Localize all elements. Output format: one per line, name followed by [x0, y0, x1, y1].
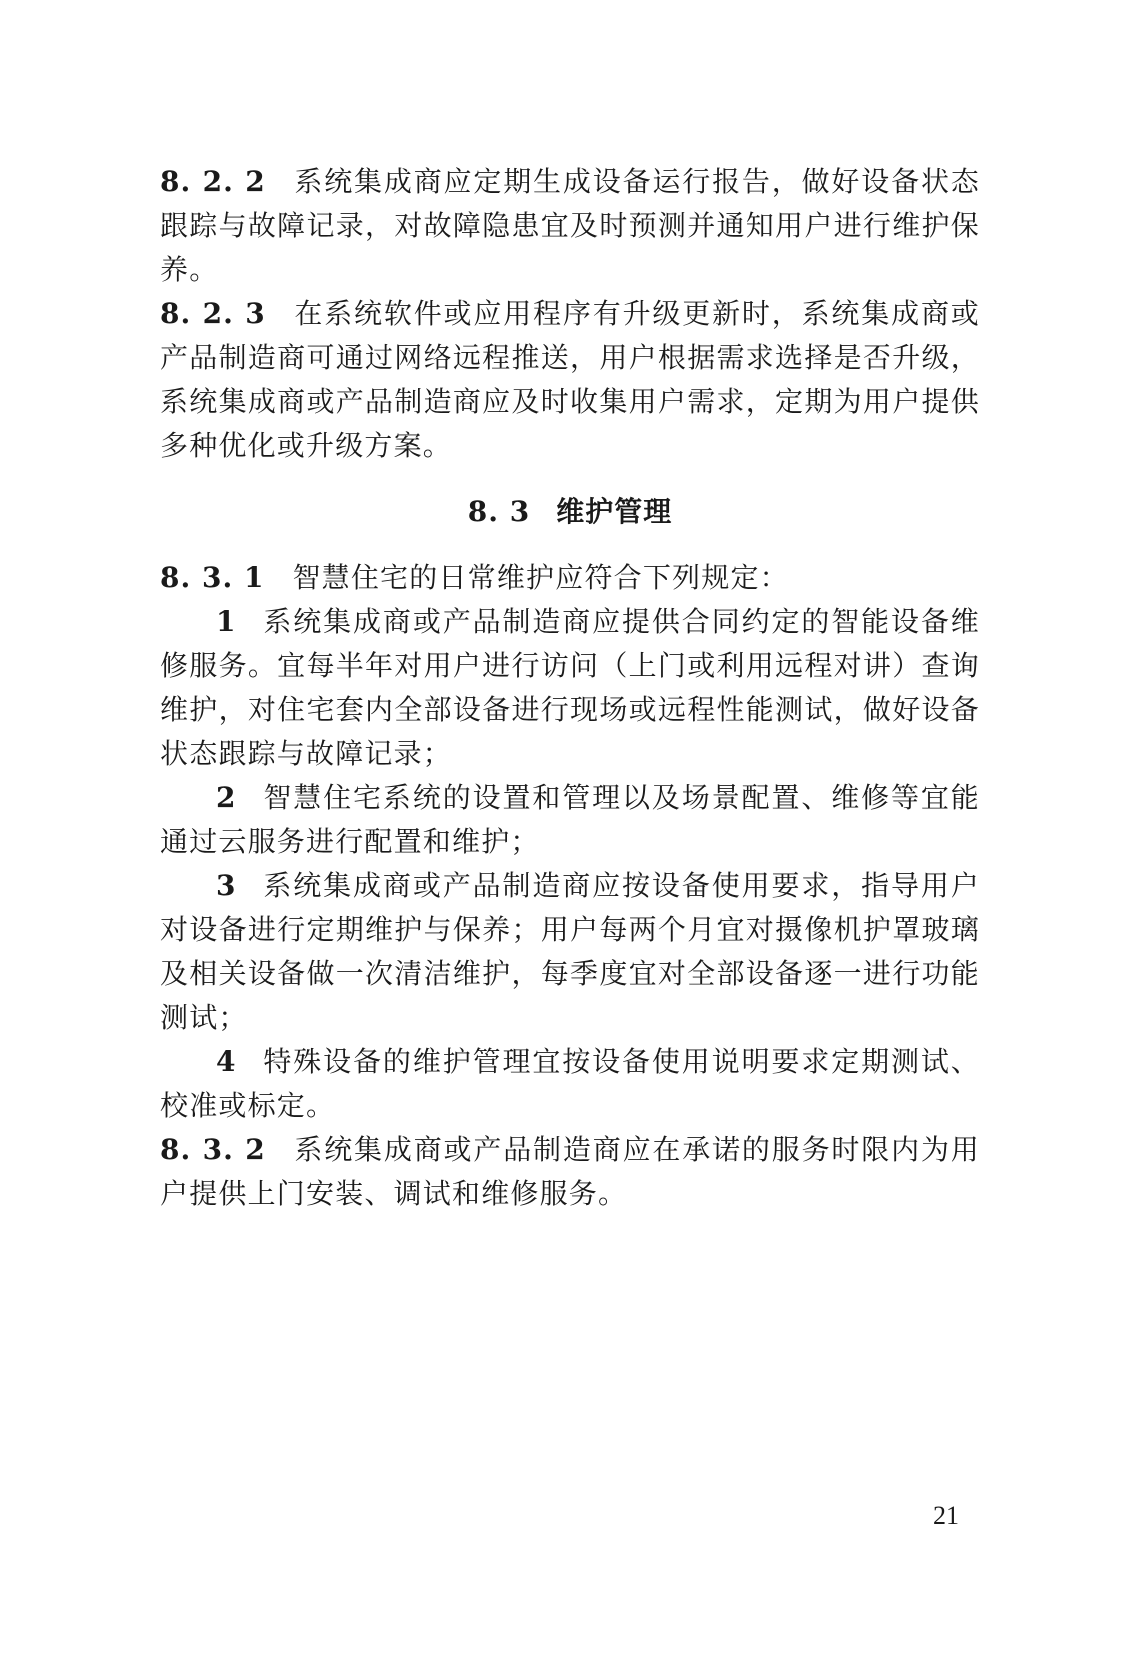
clause-8-2-3 — [160, 292, 980, 468]
item-text: 特殊设备的维护管理宜按设备使用说明要求定期测试、校准或标定。 — [160, 1045, 980, 1122]
list-item-3 — [160, 864, 980, 1040]
item-number: 2 — [216, 781, 237, 814]
clause-8-3-2 — [160, 1128, 980, 1216]
section-heading — [160, 490, 980, 534]
item-number: 1 — [216, 605, 237, 638]
list-item-4 — [160, 1040, 980, 1128]
clause-text: 系统集成商应定期生成设备运行报告，做好设备状态跟踪与故障记录，对故障隐患宜及时预测并通知用户进行维护保养。 — [160, 165, 980, 286]
item-text: 系统集成商或产品制造商应提供合同约定的智能设备维修服务。宜每半年对用户进行访问（上门或利用远程对讲）查询维护，对住宅套内全部设备进行现场或远程性能测试，做好设备状态跟踪与故障记录； — [160, 605, 980, 770]
section-title: 维护管理 — [556, 495, 673, 528]
clause-number: 8. 2. 3 — [160, 297, 266, 330]
clause-text: 系统集成商或产品制造商应在承诺的服务时限内为用户提供上门安装、调试和维修服务。 — [160, 1133, 980, 1210]
clause-number: 8. 3. 2 — [160, 1133, 266, 1166]
list-item-1 — [160, 600, 980, 776]
section-number: 8. 3 — [467, 495, 531, 528]
clause-text: 在系统软件或应用程序有升级更新时，系统集成商或产品制造商可通过网络远程推送，用户根据需求选择是否升级，系统集成商或产品制造商应及时收集用户需求，定期为用户提供多种优化或升级方案。 — [160, 297, 980, 462]
clause-8-3-1 — [160, 556, 980, 600]
clause-number: 8. 2. 2 — [160, 165, 266, 198]
clause-number: 8. 3. 1 — [160, 561, 265, 594]
item-number: 4 — [216, 1045, 237, 1078]
page-number: 21 — [933, 1501, 959, 1530]
page-content — [160, 160, 980, 1216]
item-number: 3 — [216, 869, 237, 902]
item-text: 智慧住宅系统的设置和管理以及场景配置、维修等宜能通过云服务进行配置和维护； — [160, 781, 980, 858]
list-item-2 — [160, 776, 980, 864]
clause-8-2-2 — [160, 160, 980, 292]
item-text: 系统集成商或产品制造商应按设备使用要求，指导用户对设备进行定期维护与保养；用户每两个月宜对摄像机护罩玻璃及相关设备做一次清洁维护，每季度宜对全部设备逐一进行功能测试； — [160, 869, 980, 1034]
clause-text: 智慧住宅的日常维护应符合下列规定： — [292, 561, 789, 594]
